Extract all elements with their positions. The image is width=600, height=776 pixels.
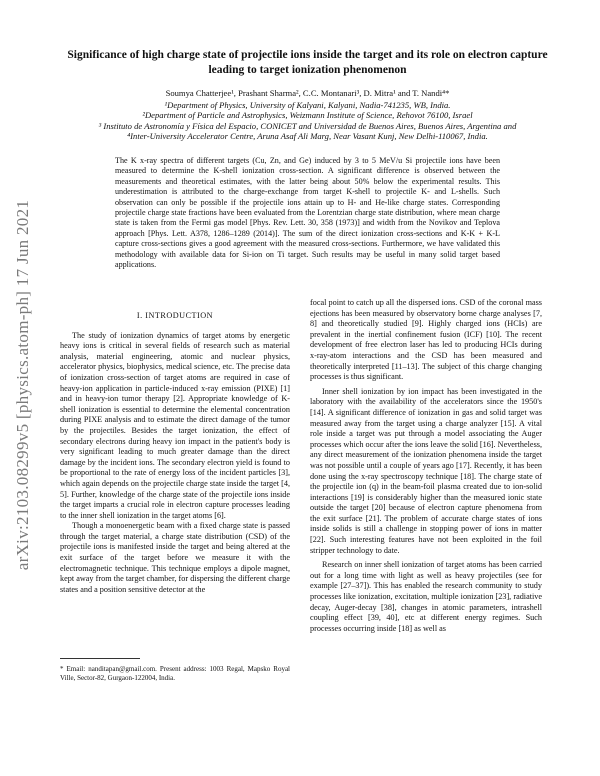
paragraph: Inner shell ionization by ion impact has been investigated in the laboratory with the availability of the accelerators since the 1950's [14]. A significant difference of ionization in gas and solid target was measured away from the target using a charge analyzer [15]. A vital role inside a target was put through a model associating the Auger processes which occur after the ions leave the solid [16]. Nevertheless, any direct measurement of the ionization phenomena inside the target was not possible until a couple of years ago [17]. Recently, it has been done using the x-ray spectroscopy technique [18]. The charge state of the projectile ion (q) in the beam-foil plasma created due to ion-solid interactions [19] is considerably higher than the measured ionic state outside the target [20] because of electron capture phenomena from the exit surface [21]. The problem of accurate charge states of ions inside solids is still a challenge in stopping power of ions in matter [22]. Such interesting features have not been exploited in the foil stripper technology to date. bbox=[310, 386, 542, 555]
paper-title: Significance of high charge state of projectile ions inside the target and its role on electron capture leading to target ionization phenomenon bbox=[67, 49, 548, 76]
footnote-divider bbox=[60, 658, 140, 659]
paragraph: Research on inner shell ionization of target atoms has been carried out for a long time with light as well as heavy projectiles (see for example [27–37]). This has enabled the research community to study processes like ionization, excitation, multiple ionization [23], radiative decay, Auger-decay [38], changes in atomic parameters, intrashell coupling effect [39, 40], etc at different energy regimes. Such processes occurring inside [18] as well as bbox=[310, 560, 542, 633]
arxiv-identifier: arXiv:2103.08299v5 [physics.atom-ph] 17 Jun 2021 bbox=[13, 199, 32, 571]
author-list: Soumya Chatterjee¹, Prashant Sharma², C.C. Montanari³, D. Mitra¹ and T. Nandi⁴* bbox=[165, 88, 450, 98]
affiliation-1: ¹Department of Physics, University of Kalyani, Kalyani, Nadia-741235, WB, India. bbox=[164, 99, 451, 110]
paragraph: The study of ionization dynamics of target atoms by energetic heavy ions is critical in several fields of research such as material analysis, material engineering, atomic and nuclear physics, accelerator physics, biophysics, medical science, etc. The precise data of ionization cross-section of target atoms are required in case of heavy-ion application in particle-induced x-ray emission (PIXE) [1] and in heavy-ion tumor therapy [2]. Appropriate knowledge of K-shell ionization is essential to determine the elemental concentration during PIXE analysis and to estimate the direct damage of the tumor by the projectiles. Besides the target ionization, the effect of secondary electrons during heavy ion impact in the patient's body is very significant leading to much greater damage than the direct damage by the incident ions. The secondary electron yield is found to be proportional to the rate of energy loss of the incident particles [3], which again depends on the projectile charge state inside the target [4, 5]. Further, knowledge of the charge state of the projectile ions inside the target imparts a crucial role in electron capture processes leading to the inner shell ionization in the target atoms [6]. bbox=[60, 330, 290, 520]
arxiv-sidebar-stamp bbox=[6, 150, 40, 620]
author-block bbox=[60, 88, 555, 142]
left-column bbox=[60, 302, 290, 595]
affiliation-2: ²Department of Particle and Astrophysics, Weizmann Institute of Science, Rehovot 76100, Israel bbox=[142, 110, 473, 120]
affiliation-3: ³ Instituto de Astronomía y Física del Espacio, CONICET and Universidad de Buenos Aires, Buenos Aires, Argentina and bbox=[98, 120, 517, 131]
section-heading: I. INTRODUCTION bbox=[136, 311, 214, 320]
paragraph: focal point to catch up all the dispersed ions. CSD of the coronal mass ejections has been measured by observatory borne charge analyses [7, 8] and theoretically studied [9]. Highly charged ions (HCIs) are prevalent in the inertial confinement fusion (ICF) [10]. The recent development of free electron laser has led to producing HCIs during x-ray-atom interactions and the CSD has been measured and theoretically interpreted [11–13]. The subject of this charge changing processes is thus significant. bbox=[310, 298, 542, 382]
footnote: * Email: nanditapan@gmail.com. Present address: 1003 Regal, Mapsko Royal Ville, Sector-82, Gurgaon-122004, India. bbox=[60, 665, 290, 683]
right-column bbox=[310, 298, 542, 634]
abstract: The K x-ray spectra of different targets (Cu, Zn, and Ge) induced by 3 to 5 MeV/u Si projectile ions have been measured to determine the K-shell ionization cross-section. A significant difference is observed between the measurements and theoretical estimates, with the latter being about 50% below the experimental results. This underestimation is attributed to the charge-exchange from target K-shell to projectile K- and L-shells. Such observation can only be possible if the projectile ions attain up to H- and He-like charge states. Corresponding projectile charge state fractions have been evaluated from the Lorentzian charge state distribution, where mean charge state is taken from the Fermi gas model [Phys. Rev. Lett. 30, 358 (1973)] and width from the Novikov and Teplova approach [Phys. Lett. A378, 1286–1289 (2014)]. The sum of the direct ionization cross-sections and K-K + K-L capture cross-sections gives a good agreement with the measured cross-sections. Furthermore, we have validated this methodology with available data for Si-ion on Ti target. Such results may be useful in many solid target based applications. bbox=[115, 156, 500, 270]
affiliation-4: ⁴Inter-University Accelerator Centre, Aruna Asaf Ali Marg, Near Vasant Kunj, New Delhi-110067, India. bbox=[127, 131, 488, 141]
paragraph: Though a monoenergetic beam with a fixed charge state is passed through the target material, a charge state distribution (CSD) of the projectile ions is manifested inside the target and being altered at the exit surface of the target before we measure it with the electromagnetic technique. This technique employs a dipole magnet, kept away from the target chamber, for dispersing the different charge states and a position sensitive detector at the bbox=[60, 521, 290, 594]
